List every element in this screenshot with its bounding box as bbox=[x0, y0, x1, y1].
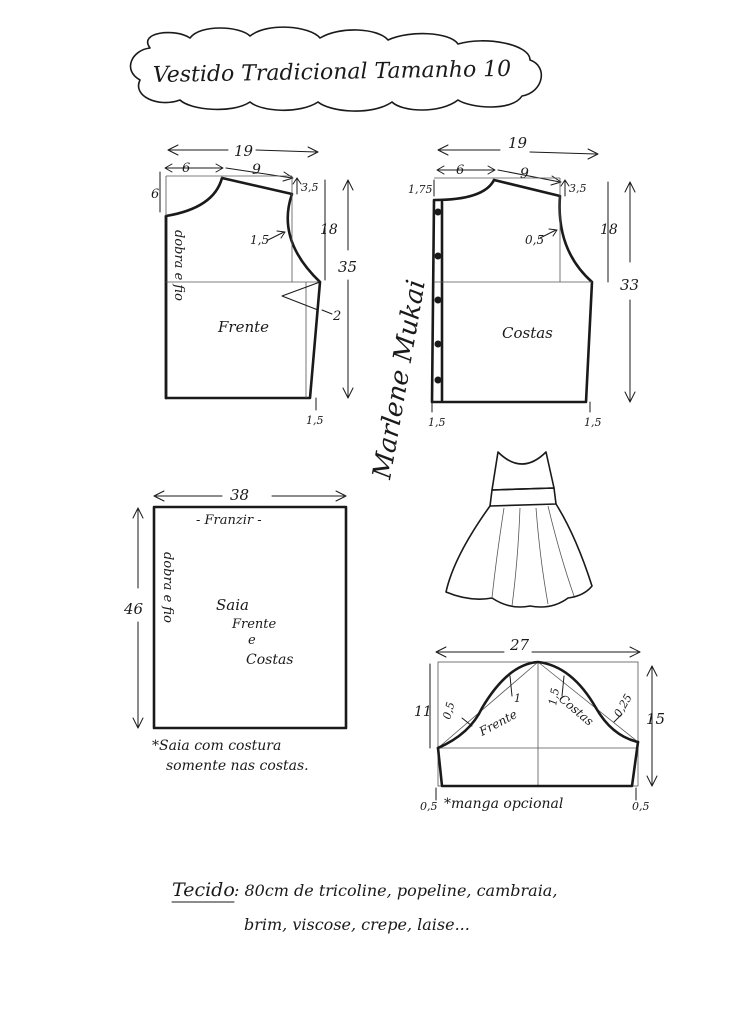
front-width-dimension bbox=[168, 142, 318, 160]
back-neck-width-label: 6 bbox=[456, 163, 465, 178]
back-right-ext-label: 1,5 bbox=[584, 416, 602, 429]
sleeve-width-label: 27 bbox=[510, 636, 530, 654]
front-bodice bbox=[151, 142, 357, 427]
button-5 bbox=[435, 377, 442, 384]
sleeve-right-ext-label: 0,5 bbox=[632, 800, 650, 813]
sleeve-height-right-dimension bbox=[646, 666, 665, 786]
fabric-line1: : 80cm de tricoline, popeline, cambraia, bbox=[234, 881, 558, 900]
back-width-dimension bbox=[438, 134, 598, 159]
back-length-dimension bbox=[620, 182, 639, 402]
page-title: Vestido Tradicional Tamanho 10 bbox=[152, 56, 512, 88]
back-length-label: 33 bbox=[620, 276, 640, 294]
skirt-panel bbox=[123, 486, 346, 774]
sleeve-left-curve-label: 0,5 bbox=[440, 700, 458, 721]
skirt-height-dimension bbox=[123, 508, 144, 728]
sleeve-back-label: Costas bbox=[556, 691, 597, 729]
skirt-note-line1: *Saia com costura bbox=[152, 738, 282, 754]
front-shoulder-label: 9 bbox=[252, 162, 261, 178]
button-4 bbox=[435, 341, 442, 348]
front-hem-ext-label: 1,5 bbox=[306, 414, 324, 427]
sleeve-right-curve-label: 0,25 bbox=[611, 691, 635, 720]
back-armhole-depth-label: 18 bbox=[600, 222, 618, 238]
back-buttons bbox=[435, 209, 442, 384]
skirt-fold-label: dobra e fio bbox=[160, 552, 175, 623]
front-shoulder-drop-label: 3,5 bbox=[301, 181, 319, 194]
dress-illustration bbox=[446, 452, 592, 607]
back-bodice bbox=[408, 134, 639, 429]
sleeve-note: *manga opcional bbox=[444, 796, 564, 812]
skirt-label-line3: e bbox=[248, 633, 256, 648]
sleeve-left-ext-label: 0,5 bbox=[420, 800, 438, 813]
back-shoulder-drop-label: 3,5 bbox=[569, 182, 587, 195]
fabric-label: Tecido bbox=[172, 879, 235, 901]
sleeve-width-dimension bbox=[436, 636, 640, 657]
skirt-gather-label: - Franzir - bbox=[196, 513, 262, 528]
front-dart-label: 2 bbox=[333, 309, 342, 324]
sleeve-piece bbox=[414, 636, 665, 813]
front-width-label: 19 bbox=[234, 142, 254, 160]
sleeve-height-right-label: 15 bbox=[646, 710, 666, 728]
front-bodice-outline bbox=[166, 178, 320, 398]
fabric-note bbox=[172, 879, 557, 934]
back-bodice-outline bbox=[432, 180, 592, 402]
sleeve-back-inner-label: 1,5 bbox=[546, 687, 562, 707]
fabric-line2: brim, viscose, crepe, laise... bbox=[244, 915, 470, 934]
skirt-label-line1: Saia bbox=[216, 596, 249, 614]
skirt-height-label: 46 bbox=[124, 600, 144, 618]
skirt-width-label: 38 bbox=[230, 486, 250, 504]
front-piece-label: Frente bbox=[218, 318, 270, 336]
back-armhole-curve-label: 0,5 bbox=[525, 233, 545, 247]
button-2 bbox=[435, 253, 442, 260]
skirt-label-line2: Frente bbox=[232, 617, 277, 632]
front-top-dimensions bbox=[165, 161, 293, 181]
front-armhole-depth-label: 18 bbox=[320, 222, 338, 238]
skirt-note-line2: somente nas costas. bbox=[166, 758, 309, 774]
front-length-label: 35 bbox=[338, 258, 358, 276]
button-3 bbox=[435, 297, 442, 304]
skirt-label-line4: Costas bbox=[246, 652, 294, 668]
back-shoulder-label: 9 bbox=[520, 166, 529, 182]
back-piece-label: Costas bbox=[502, 324, 553, 342]
back-width-label: 19 bbox=[508, 134, 528, 152]
front-length-dimension bbox=[338, 180, 357, 398]
front-neck-width-label: 6 bbox=[182, 161, 191, 176]
designer-signature: Marlene Mukai bbox=[367, 277, 432, 482]
button-1 bbox=[435, 209, 442, 216]
sleeve-front-inner-label: 1 bbox=[514, 692, 521, 705]
front-neck-depth-label: 6 bbox=[151, 187, 160, 202]
back-neck-depth-label: 1,75 bbox=[408, 183, 433, 196]
title-cloud bbox=[131, 27, 542, 111]
front-fold-label: dobra e fio bbox=[171, 230, 186, 301]
sleeve-height-left-label: 11 bbox=[414, 704, 432, 720]
back-left-ext-label: 1,5 bbox=[428, 416, 446, 429]
front-armhole-curve-label: 1,5 bbox=[250, 233, 270, 247]
sleeve-front-label: Frente bbox=[476, 707, 520, 739]
skirt-width-dimension bbox=[154, 486, 346, 504]
